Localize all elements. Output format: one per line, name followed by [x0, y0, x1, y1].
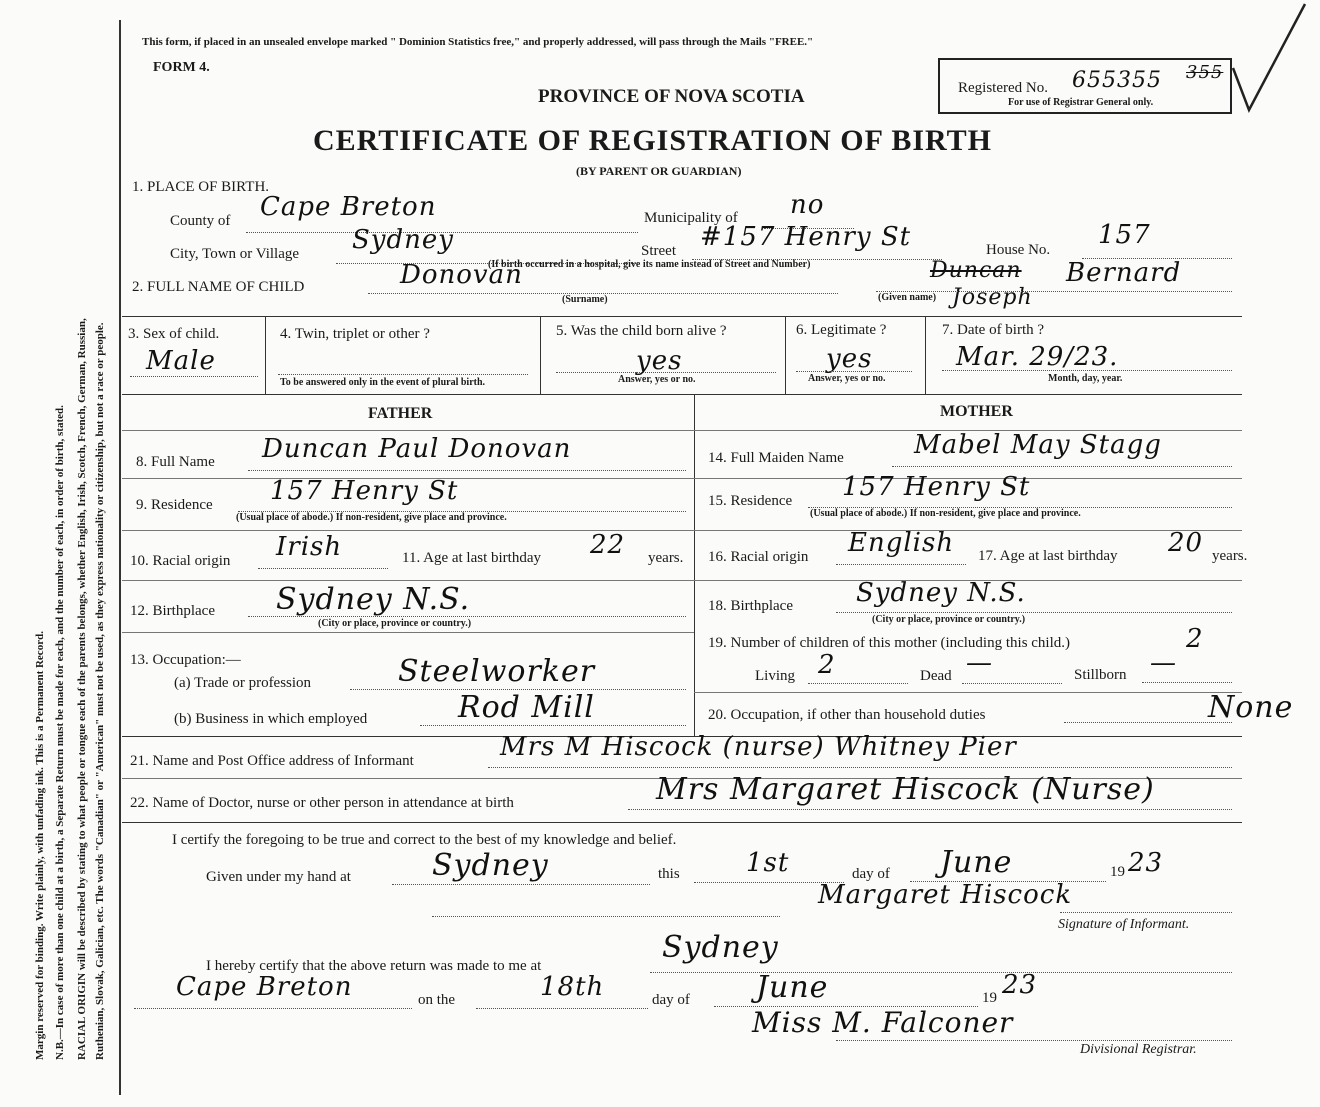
father-name-value: Duncan Paul Donovan: [262, 434, 572, 464]
father-residence-note: (Usual place of abode.) If non-resident, give place and province.: [236, 512, 507, 523]
registrar-signature: Miss M. Falconer: [752, 1006, 1014, 1039]
doctor-label: 22. Name of Doctor, nurse or other person in attendance at birth: [130, 795, 514, 811]
registrar-onthe-label: on the: [418, 992, 456, 1008]
nb-note: N.B.—In case of more than one child at a birth, a Separate Return must be made for each, and the number of each, in order of birth, stated.: [54, 405, 66, 1060]
place-of-birth-heading: 1. PLACE OF BIRTH.: [132, 179, 270, 195]
mother-years: years.: [1212, 548, 1248, 564]
father-years: years.: [648, 550, 684, 566]
province-heading: PROVINCE OF NOVA SCOTIA: [538, 86, 805, 107]
margin-note: Margin reserved for binding. Write plainly, with unfading ink. This is a Permanent Record.: [34, 631, 46, 1060]
father-business-value: Rod Mill: [458, 690, 595, 725]
mother-children-label: 19. Number of children of this mother (including this child.): [708, 635, 1071, 651]
alive-value: yes: [636, 346, 683, 376]
informant-signature-caption: Signature of Informant.: [1058, 917, 1190, 932]
living-label: Living: [755, 668, 795, 684]
father-residence-value: 157 Henry St: [270, 476, 459, 506]
sex-value: Male: [146, 346, 216, 376]
registrar-month-value: June: [756, 970, 829, 1005]
legitimate-note: Answer, yes or no.: [808, 373, 886, 384]
alive-note: Answer, yes or no.: [618, 374, 696, 385]
mother-residence-value: 157 Henry St: [842, 472, 1031, 502]
father-trade-value: Steelworker: [398, 654, 596, 689]
mother-children-value: 2: [1186, 624, 1204, 654]
legitimate-value: yes: [826, 344, 873, 374]
father-occupation-label: 13. Occupation:—: [130, 652, 241, 668]
certify-dayof-label: day of: [852, 866, 890, 882]
dob-note: Month, day, year.: [1048, 373, 1123, 384]
registrar-year-value: 23: [1002, 970, 1038, 1000]
margin-rule: [119, 20, 121, 1095]
mother-birthplace-value: Sydney N.S.: [856, 578, 1026, 608]
father-birthplace-value: Sydney N.S.: [276, 582, 471, 617]
certify-year-prefix: 19: [1110, 864, 1125, 880]
father-name-label: 8. Full Name: [136, 454, 215, 470]
mail-note: This form, if placed in an unsealed envelope marked " Dominion Statistics free," and properly addressed, will pass through the Mails "FREE.": [142, 36, 814, 48]
given-under-label: Given under my hand at: [206, 869, 351, 885]
registered-box: [938, 58, 1232, 114]
father-heading: FATHER: [368, 405, 433, 422]
given-name-caption: (Given name): [878, 292, 937, 303]
certify-year-value: 23: [1128, 848, 1164, 878]
registered-label: Registered No.: [958, 80, 1048, 96]
living-value: 2: [818, 650, 836, 680]
stillborn-value: —: [1150, 648, 1177, 678]
child-name-label: 2. FULL NAME OF CHILD: [132, 279, 305, 295]
dob-value: Mar. 29/23.: [956, 342, 1119, 372]
certificate-subtitle: (BY PARENT OR GUARDIAN): [576, 164, 742, 178]
city-value: Sydney: [352, 225, 454, 255]
father-birthplace-note: (City or place, province or country.): [318, 618, 472, 629]
mother-occupation-value: None: [1208, 690, 1294, 725]
mother-birthplace-label: 18. Birthplace: [708, 598, 793, 614]
county-value: Cape Breton: [260, 192, 437, 222]
father-age-label: 11. Age at last birthday: [402, 550, 541, 566]
given-struck: Duncan: [930, 258, 1022, 283]
doctor-value: Mrs Margaret Hiscock (Nurse): [656, 772, 1155, 807]
dead-label: Dead: [920, 668, 952, 684]
registrar-place-value: Sydney: [662, 930, 779, 965]
given-place-value: Sydney: [432, 848, 549, 883]
mother-race-value: English: [848, 528, 955, 558]
sex-label: 3. Sex of child.: [128, 326, 220, 342]
surname-value: Donovan: [400, 260, 523, 290]
registrar-statement: I hereby certify that the above return was made to me at: [206, 958, 542, 974]
certify-day-value: 1st: [746, 848, 790, 878]
check-mark-icon: [1225, 0, 1315, 120]
registrar-day-value: 18th: [540, 972, 605, 1002]
father-birthplace-label: 12. Birthplace: [130, 603, 215, 619]
given-name-extra: Joseph: [952, 285, 1033, 310]
mother-race-label: 16. Racial origin: [708, 549, 809, 565]
registered-number: 655355: [1072, 68, 1162, 93]
twin-label: 4. Twin, triplet or other ?: [280, 326, 430, 342]
mother-residence-note: (Usual place of abode.) If non-resident, give place and province.: [810, 508, 1081, 519]
mother-occupation-label: 20. Occupation, if other than household duties: [708, 707, 986, 723]
municipality-label: Municipality of: [644, 210, 738, 226]
racial-origin-note: RACIAL ORIGIN will be described by stating to what people or tongue each of the parents belongs, whether English, Irish, Scotch, French, German, Russian,: [76, 318, 88, 1060]
registrar-county-value: Cape Breton: [176, 972, 353, 1002]
mother-residence-label: 15. Residence: [708, 493, 793, 509]
mother-heading: MOTHER: [940, 403, 1013, 420]
mother-age-value: 20: [1168, 528, 1204, 558]
informant-signature: Margaret Hiscock: [818, 880, 1073, 910]
father-age-value: 22: [590, 530, 626, 560]
street-note: (If birth occurred in a hospital, give its name instead of Street and Number): [488, 259, 811, 270]
mother-birthplace-note: (City or place, province or country.): [872, 614, 1026, 625]
father-trade-label: (a) Trade or profession: [174, 675, 312, 691]
city-label: City, Town or Village: [170, 246, 300, 262]
alive-label: 5. Was the child born alive ?: [556, 323, 727, 339]
mother-name-label: 14. Full Maiden Name: [708, 450, 844, 466]
surname-caption: (Surname): [562, 294, 608, 305]
house-value: 157: [1098, 220, 1151, 250]
certify-month-value: June: [940, 845, 1013, 880]
registered-struck: 355: [1186, 62, 1224, 83]
dead-value: —: [966, 648, 993, 678]
stillborn-label: Stillborn: [1074, 667, 1127, 683]
street-label: Street: [641, 243, 676, 259]
twin-note: To be answered only in the event of plural birth.: [280, 377, 486, 388]
certificate-title: CERTIFICATE OF REGISTRATION OF BIRTH: [313, 124, 992, 157]
municipality-value: no: [790, 190, 825, 220]
informant-value: Mrs M Hiscock (nurse) Whitney Pier: [500, 732, 1017, 762]
mother-age-label: 17. Age at last birthday: [978, 548, 1118, 564]
informant-label: 21. Name and Post Office address of Informant: [130, 753, 414, 769]
father-race-label: 10. Racial origin: [130, 553, 231, 569]
father-race-value: Irish: [276, 532, 343, 562]
registrar-dayof-label: day of: [652, 992, 690, 1008]
dob-label: 7. Date of birth ?: [942, 322, 1045, 338]
registrar-note: For use of Registrar General only.: [1008, 97, 1154, 108]
registrar-signature-caption: Divisional Registrar.: [1080, 1042, 1197, 1057]
mother-name-value: Mabel May Stagg: [914, 430, 1162, 460]
form-number: FORM 4.: [153, 60, 210, 75]
father-business-label: (b) Business in which employed: [174, 711, 368, 727]
given-name-value: Bernard: [1066, 258, 1182, 288]
street-value: #157 Henry St: [700, 222, 912, 252]
legitimate-label: 6. Legitimate ?: [796, 322, 887, 338]
father-residence-label: 9. Residence: [136, 497, 213, 513]
certify-statement: I certify the foregoing to be true and correct to the best of my knowledge and belief.: [172, 832, 677, 848]
registrar-year-prefix: 19: [982, 990, 997, 1006]
racial-origin-note-2: Ruthenian, Slovak, Galician, etc. The words "Canadian" or "American" must not be used, as they express nationality or citizenship, but not a race or people.: [94, 322, 106, 1060]
county-label: County of: [170, 213, 231, 229]
this-label: this: [658, 866, 680, 882]
house-label: House No.: [986, 242, 1051, 258]
